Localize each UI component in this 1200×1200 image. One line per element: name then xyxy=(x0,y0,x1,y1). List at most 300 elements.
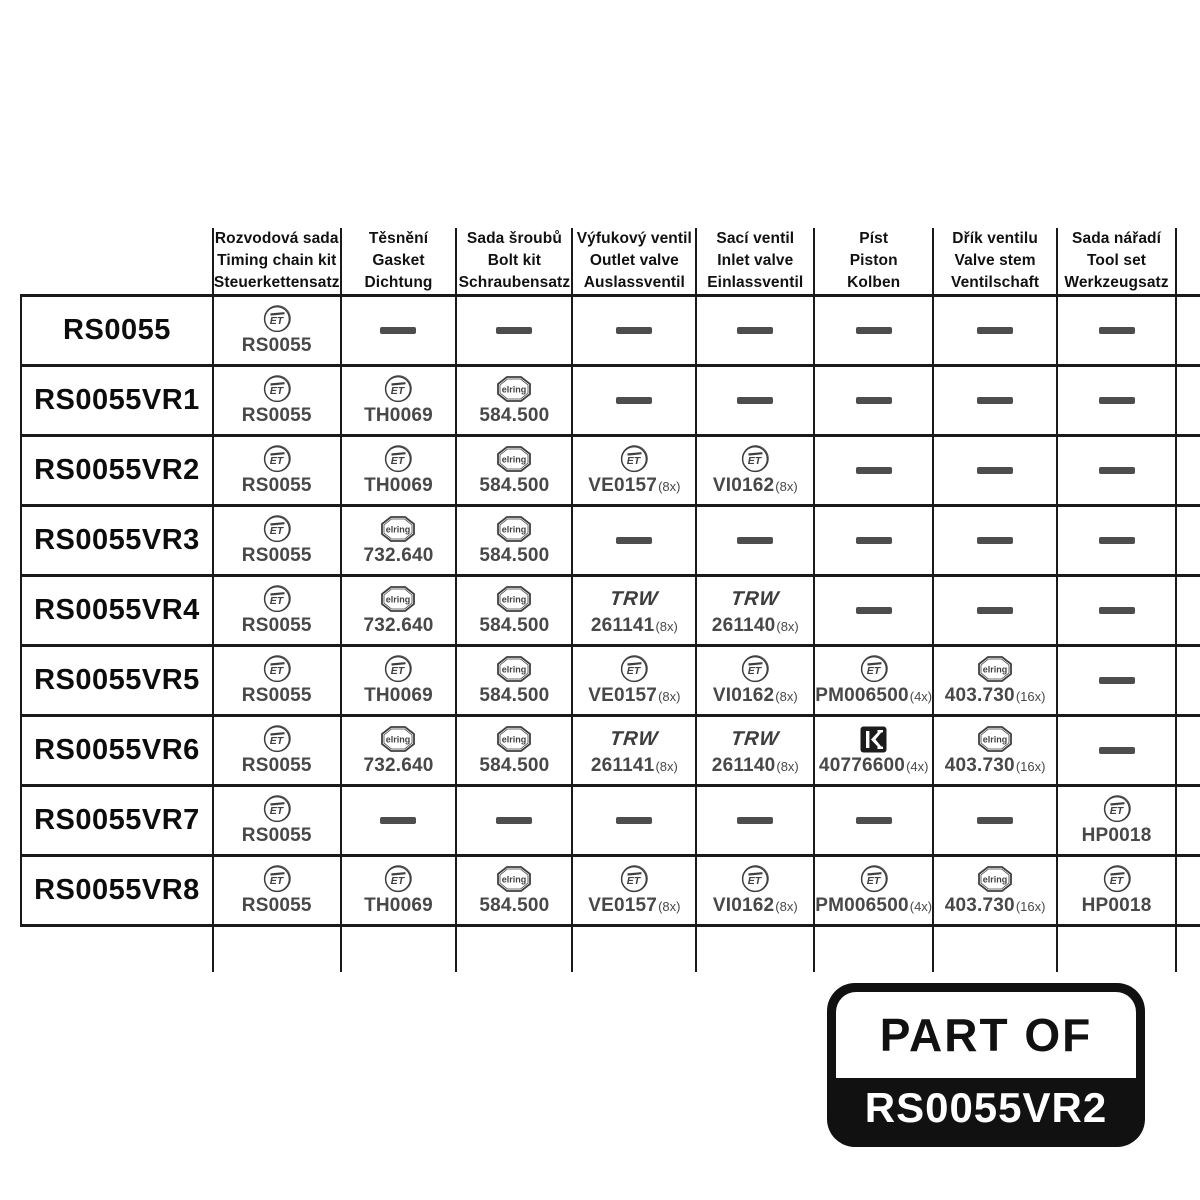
row-label-cell xyxy=(21,856,213,926)
part-cell-content xyxy=(573,865,695,917)
part-number-line xyxy=(242,615,312,637)
part-cell-content xyxy=(697,445,813,497)
part-cell xyxy=(1057,646,1176,716)
table-row xyxy=(21,366,1200,436)
part-number: PM006500 xyxy=(815,894,909,916)
part-number-line xyxy=(815,685,932,707)
part-number-line xyxy=(242,755,312,777)
part-cell xyxy=(341,646,457,716)
part-cell-content xyxy=(214,375,340,427)
part-cell xyxy=(696,786,814,856)
part-number-line xyxy=(712,755,799,777)
svg-text:ET: ET xyxy=(269,525,283,537)
table-header xyxy=(21,228,1200,296)
part-cell xyxy=(341,296,457,366)
part-cell-content xyxy=(573,445,695,497)
part-cell xyxy=(696,716,814,786)
part-cell-content xyxy=(1058,795,1175,847)
no-part-dash xyxy=(616,817,652,824)
row-stub-cell xyxy=(1176,436,1200,506)
svg-text:elring: elring xyxy=(502,874,527,885)
et-logo-icon xyxy=(262,655,292,684)
et-logo-icon xyxy=(262,515,292,544)
part-number: VI0162 xyxy=(712,894,775,916)
trailing-open-cell xyxy=(21,926,213,972)
svg-text:ET: ET xyxy=(866,875,880,887)
row-label-cell xyxy=(21,296,213,366)
svg-text:ET: ET xyxy=(866,665,880,677)
column-header xyxy=(213,228,341,296)
empty-cell-content xyxy=(342,327,456,334)
trw-logo-icon: TRW xyxy=(609,727,660,750)
part-cell xyxy=(456,856,572,926)
part-number: RS0055 xyxy=(241,684,312,706)
column-header-cs: Sada šroubů xyxy=(466,230,562,247)
part-cell xyxy=(933,436,1057,506)
svg-text:ET: ET xyxy=(391,385,405,397)
empty-cell-content xyxy=(815,607,932,614)
part-number: 584.500 xyxy=(479,894,550,916)
empty-cell-content xyxy=(1058,607,1175,614)
part-cell xyxy=(1057,506,1176,576)
empty-cell-content xyxy=(934,607,1056,614)
column-header-cs: Těsnění xyxy=(368,230,429,247)
part-number-line xyxy=(364,895,433,917)
et-logo-icon xyxy=(262,585,292,614)
part-cell-content xyxy=(934,725,1056,777)
table-row xyxy=(21,786,1200,856)
elring-logo-icon xyxy=(378,515,418,544)
part-number-line xyxy=(479,405,549,427)
part-cell xyxy=(456,786,572,856)
part-number-line xyxy=(945,685,1046,707)
part-cell xyxy=(814,786,933,856)
part-number: 732.640 xyxy=(363,614,434,636)
part-cell xyxy=(213,646,341,716)
part-cell xyxy=(456,296,572,366)
row-label: RS0055VR1 xyxy=(34,384,200,416)
part-cell-content xyxy=(342,725,456,777)
badge-part-number: RS0055VR2 xyxy=(864,1084,1108,1131)
no-part-dash xyxy=(977,537,1013,544)
empty-cell-content xyxy=(934,397,1056,404)
svg-text:ET: ET xyxy=(627,665,641,677)
et-logo-icon xyxy=(1102,865,1132,894)
part-cell-content xyxy=(214,655,340,707)
part-cell-content xyxy=(214,795,340,847)
part-cell-content xyxy=(457,445,571,497)
part-quantity: (8x) xyxy=(775,688,798,704)
part-number-line xyxy=(588,685,680,707)
part-cell xyxy=(696,576,814,646)
column-header-de: Werkzeugsatz xyxy=(1064,274,1169,291)
part-cell xyxy=(814,296,933,366)
column-header xyxy=(341,228,457,296)
part-number-line xyxy=(364,475,433,497)
part-cell-content xyxy=(815,865,932,917)
table-row xyxy=(21,296,1200,366)
elring-logo-icon xyxy=(975,865,1015,894)
part-cell xyxy=(213,716,341,786)
no-part-dash xyxy=(380,327,416,334)
part-cell xyxy=(572,786,696,856)
part-cell xyxy=(696,366,814,436)
empty-cell-content xyxy=(934,817,1056,824)
ks-logo-icon xyxy=(860,725,887,754)
part-cell-content xyxy=(342,515,456,567)
part-cell xyxy=(213,786,341,856)
part-number-line xyxy=(588,895,680,917)
part-number-line xyxy=(479,685,549,707)
part-number-line xyxy=(1082,825,1152,847)
empty-cell-content xyxy=(815,817,932,824)
part-cell-content xyxy=(342,375,456,427)
part-cell-content xyxy=(457,515,571,567)
part-number-line xyxy=(479,475,549,497)
row-stub-cell xyxy=(1176,786,1200,856)
part-cell-content xyxy=(342,865,456,917)
trailing-open-cell xyxy=(696,926,814,972)
row-label: RS0055VR3 xyxy=(34,524,200,556)
row-label: RS0055VR5 xyxy=(34,664,200,696)
part-cell-content xyxy=(697,725,813,777)
part-cell xyxy=(572,366,696,436)
part-number: HP0018 xyxy=(1081,894,1152,916)
svg-text:ET: ET xyxy=(1109,805,1123,817)
part-number: RS0055 xyxy=(241,474,312,496)
column-header-en: Gasket xyxy=(372,252,425,269)
part-number: 261140 xyxy=(711,614,776,636)
row-stub-cell xyxy=(1176,506,1200,576)
part-cell-content xyxy=(697,865,813,917)
svg-text:ET: ET xyxy=(269,805,283,817)
part-cell xyxy=(456,506,572,576)
row-label-cell xyxy=(21,646,213,716)
trw-logo-icon: TRW xyxy=(730,727,781,750)
column-header xyxy=(696,228,814,296)
empty-cell-content xyxy=(457,327,571,334)
part-cell-content xyxy=(457,725,571,777)
part-number: RS0055 xyxy=(241,334,312,356)
part-cell xyxy=(814,366,933,436)
column-header-de: Auslassventil xyxy=(583,274,685,291)
table-row xyxy=(21,436,1200,506)
et-logo-icon xyxy=(383,445,413,474)
et-logo-icon xyxy=(619,865,649,894)
empty-cell-content xyxy=(697,327,813,334)
trailing-open-cell xyxy=(213,926,341,972)
et-logo-icon xyxy=(262,375,292,404)
badge-title-text: PART OF xyxy=(879,1009,1093,1061)
no-part-dash xyxy=(977,467,1013,474)
no-part-dash xyxy=(856,817,892,824)
part-cell xyxy=(933,646,1057,716)
part-cell-content xyxy=(573,655,695,707)
part-number-line xyxy=(819,755,929,777)
part-cell xyxy=(696,506,814,576)
part-number: 261140 xyxy=(711,754,776,776)
part-number-line xyxy=(1082,895,1152,917)
no-part-dash xyxy=(1099,467,1135,474)
part-number: PM006500 xyxy=(815,684,909,706)
part-cell xyxy=(814,716,933,786)
part-cell xyxy=(814,856,933,926)
elring-logo-icon xyxy=(494,655,534,684)
no-part-dash xyxy=(616,537,652,544)
part-cell-content xyxy=(214,865,340,917)
column-header-de: Dichtung xyxy=(364,274,433,291)
column-header-de: Einlassventil xyxy=(707,274,804,291)
part-cell xyxy=(933,576,1057,646)
part-number-line xyxy=(363,545,433,567)
no-part-dash xyxy=(1099,607,1135,614)
empty-cell-content xyxy=(1058,677,1175,684)
column-header-de: Schraubensatz xyxy=(458,274,571,291)
part-number-line xyxy=(713,475,798,497)
elring-logo-icon xyxy=(378,725,418,754)
svg-text:ET: ET xyxy=(627,455,641,467)
part-cell xyxy=(1057,296,1176,366)
part-cell xyxy=(341,716,457,786)
part-number: 403.730 xyxy=(944,754,1015,776)
elring-logo-icon xyxy=(378,585,418,614)
empty-cell-content xyxy=(815,537,932,544)
empty-cell-content xyxy=(815,467,932,474)
column-header-cs: Píst xyxy=(859,230,889,247)
et-logo-icon xyxy=(262,725,292,754)
table-row xyxy=(21,856,1200,926)
part-cell xyxy=(572,436,696,506)
svg-text:ET: ET xyxy=(391,455,405,467)
row-label: RS0055VR8 xyxy=(34,874,200,906)
part-cell xyxy=(341,436,457,506)
svg-text:elring: elring xyxy=(982,664,1008,675)
column-header-en: Valve stem xyxy=(954,252,1036,269)
part-cell-content xyxy=(573,725,695,777)
row-label-cell xyxy=(21,716,213,786)
header-stub-cell xyxy=(1176,228,1200,296)
et-logo-icon xyxy=(383,865,413,894)
svg-text:ET: ET xyxy=(391,875,405,887)
part-cell xyxy=(213,506,341,576)
trw-logo-icon: TRW xyxy=(730,587,781,610)
no-part-dash xyxy=(1099,537,1135,544)
part-quantity: (8x) xyxy=(658,898,681,914)
svg-text:elring: elring xyxy=(982,734,1008,745)
part-number-line xyxy=(712,615,799,637)
elring-logo-icon xyxy=(494,585,534,614)
column-header-cs: Rozvodová sada xyxy=(214,230,339,247)
part-cell-content xyxy=(214,585,340,637)
part-cell xyxy=(696,646,814,716)
trw-logo-icon: TRW xyxy=(609,587,660,610)
no-part-dash xyxy=(977,327,1013,334)
row-label: RS0055 xyxy=(63,314,171,346)
empty-cell-content xyxy=(934,537,1056,544)
table-row xyxy=(21,646,1200,716)
part-number: 584.500 xyxy=(479,474,550,496)
svg-text:elring: elring xyxy=(502,524,527,535)
svg-text:elring: elring xyxy=(502,734,527,745)
part-cell xyxy=(572,856,696,926)
no-part-dash xyxy=(1099,677,1135,684)
part-number: RS0055 xyxy=(241,824,312,846)
part-number-line xyxy=(713,685,798,707)
row-stub-cell xyxy=(1176,366,1200,436)
part-number: 732.640 xyxy=(363,754,434,776)
part-cell xyxy=(814,576,933,646)
part-cell xyxy=(213,296,341,366)
part-cell xyxy=(814,646,933,716)
part-cell-content xyxy=(815,655,932,707)
svg-text:elring: elring xyxy=(386,734,411,745)
part-cell xyxy=(341,786,457,856)
empty-cell-content xyxy=(697,397,813,404)
part-number-line xyxy=(242,405,312,427)
part-number: RS0055 xyxy=(241,544,312,566)
svg-text:elring: elring xyxy=(386,524,411,535)
part-cell xyxy=(341,576,457,646)
empty-cell-content xyxy=(697,817,813,824)
svg-text:ET: ET xyxy=(627,875,641,887)
part-number-line xyxy=(815,895,932,917)
no-part-dash xyxy=(856,397,892,404)
part-cell xyxy=(213,436,341,506)
elring-logo-icon xyxy=(975,655,1015,684)
part-quantity: (4x) xyxy=(906,758,929,774)
svg-text:ET: ET xyxy=(269,665,283,677)
part-number-line xyxy=(363,755,433,777)
part-quantity: (16x) xyxy=(1015,688,1046,704)
et-logo-icon xyxy=(262,795,292,824)
part-cell-content xyxy=(1058,865,1175,917)
part-quantity: (8x) xyxy=(655,618,678,634)
et-logo-icon xyxy=(383,655,413,684)
empty-cell-content xyxy=(573,327,695,334)
column-header-cs: Dřík ventilu xyxy=(952,230,1038,247)
column-header-cs: Výfukový ventil xyxy=(576,230,692,247)
et-logo-icon xyxy=(859,865,889,894)
row-label: RS0055VR4 xyxy=(34,594,200,626)
column-header-en: Inlet valve xyxy=(717,252,794,269)
part-number: 261141 xyxy=(590,754,655,776)
column-header-en: Bolt kit xyxy=(487,252,542,269)
part-cell-content xyxy=(214,445,340,497)
column-header-en: Outlet valve xyxy=(589,252,679,269)
empty-cell-content xyxy=(697,537,813,544)
et-logo-icon xyxy=(619,655,649,684)
part-cell xyxy=(1057,856,1176,926)
part-quantity: (4x) xyxy=(909,688,933,704)
part-quantity: (8x) xyxy=(658,688,681,704)
part-quantity: (8x) xyxy=(776,758,799,774)
part-cell-content xyxy=(697,585,813,637)
row-label: RS0055VR7 xyxy=(34,804,200,836)
part-cell xyxy=(456,576,572,646)
part-number-line xyxy=(242,825,312,847)
row-stub-cell xyxy=(1176,576,1200,646)
row-stub-cell xyxy=(1176,856,1200,926)
elring-logo-icon xyxy=(494,865,534,894)
svg-text:ET: ET xyxy=(269,455,283,467)
part-cell xyxy=(933,856,1057,926)
part-cell xyxy=(572,716,696,786)
part-number-line xyxy=(591,755,678,777)
part-cell xyxy=(1057,576,1176,646)
row-label-cell xyxy=(21,436,213,506)
part-number: RS0055 xyxy=(241,894,312,916)
part-number-line xyxy=(945,755,1046,777)
empty-cell-content xyxy=(573,817,695,824)
elring-logo-icon xyxy=(494,515,534,544)
svg-text:elring: elring xyxy=(502,384,527,395)
part-quantity: (8x) xyxy=(775,478,798,494)
part-cell xyxy=(213,366,341,436)
no-part-dash xyxy=(737,397,773,404)
part-cell xyxy=(572,506,696,576)
no-part-dash xyxy=(977,817,1013,824)
no-part-dash xyxy=(856,607,892,614)
column-header xyxy=(1057,228,1176,296)
no-part-dash xyxy=(380,817,416,824)
table-row xyxy=(21,506,1200,576)
svg-text:ET: ET xyxy=(1109,875,1123,887)
part-number: RS0055 xyxy=(241,754,312,776)
part-cell xyxy=(814,436,933,506)
column-header xyxy=(456,228,572,296)
part-number-line xyxy=(242,545,312,567)
part-cell xyxy=(1057,716,1176,786)
empty-cell-content xyxy=(573,537,695,544)
part-number-line xyxy=(242,895,312,917)
part-number: TH0069 xyxy=(364,474,433,496)
et-logo-icon xyxy=(740,445,770,474)
part-number: 584.500 xyxy=(479,544,550,566)
part-cell xyxy=(933,716,1057,786)
no-part-dash xyxy=(1099,747,1135,754)
et-logo-icon xyxy=(1102,795,1132,824)
part-cell xyxy=(456,436,572,506)
no-part-dash xyxy=(737,327,773,334)
svg-text:elring: elring xyxy=(386,594,411,605)
part-cell xyxy=(572,576,696,646)
part-number: 584.500 xyxy=(479,684,550,706)
et-logo-icon xyxy=(740,865,770,894)
part-cell xyxy=(213,856,341,926)
svg-text:ET: ET xyxy=(269,385,283,397)
table-row xyxy=(21,716,1200,786)
part-cell-content xyxy=(934,865,1056,917)
empty-cell-content xyxy=(573,397,695,404)
part-cell xyxy=(213,576,341,646)
part-number: 40776600 xyxy=(818,754,906,776)
part-number: TH0069 xyxy=(364,894,433,916)
elring-logo-icon xyxy=(494,725,534,754)
part-number: 403.730 xyxy=(944,894,1015,916)
part-number-line xyxy=(242,685,312,707)
empty-cell-content xyxy=(815,327,932,334)
et-logo-icon xyxy=(262,865,292,894)
part-cell xyxy=(341,856,457,926)
parts-compatibility-table xyxy=(20,228,1200,972)
part-number: HP0018 xyxy=(1081,824,1152,846)
part-cell-content xyxy=(457,655,571,707)
et-logo-icon xyxy=(262,305,292,334)
trailing-open-cell xyxy=(1057,926,1176,972)
no-part-dash xyxy=(496,817,532,824)
svg-text:ET: ET xyxy=(748,665,762,677)
part-cell-content xyxy=(573,585,695,637)
